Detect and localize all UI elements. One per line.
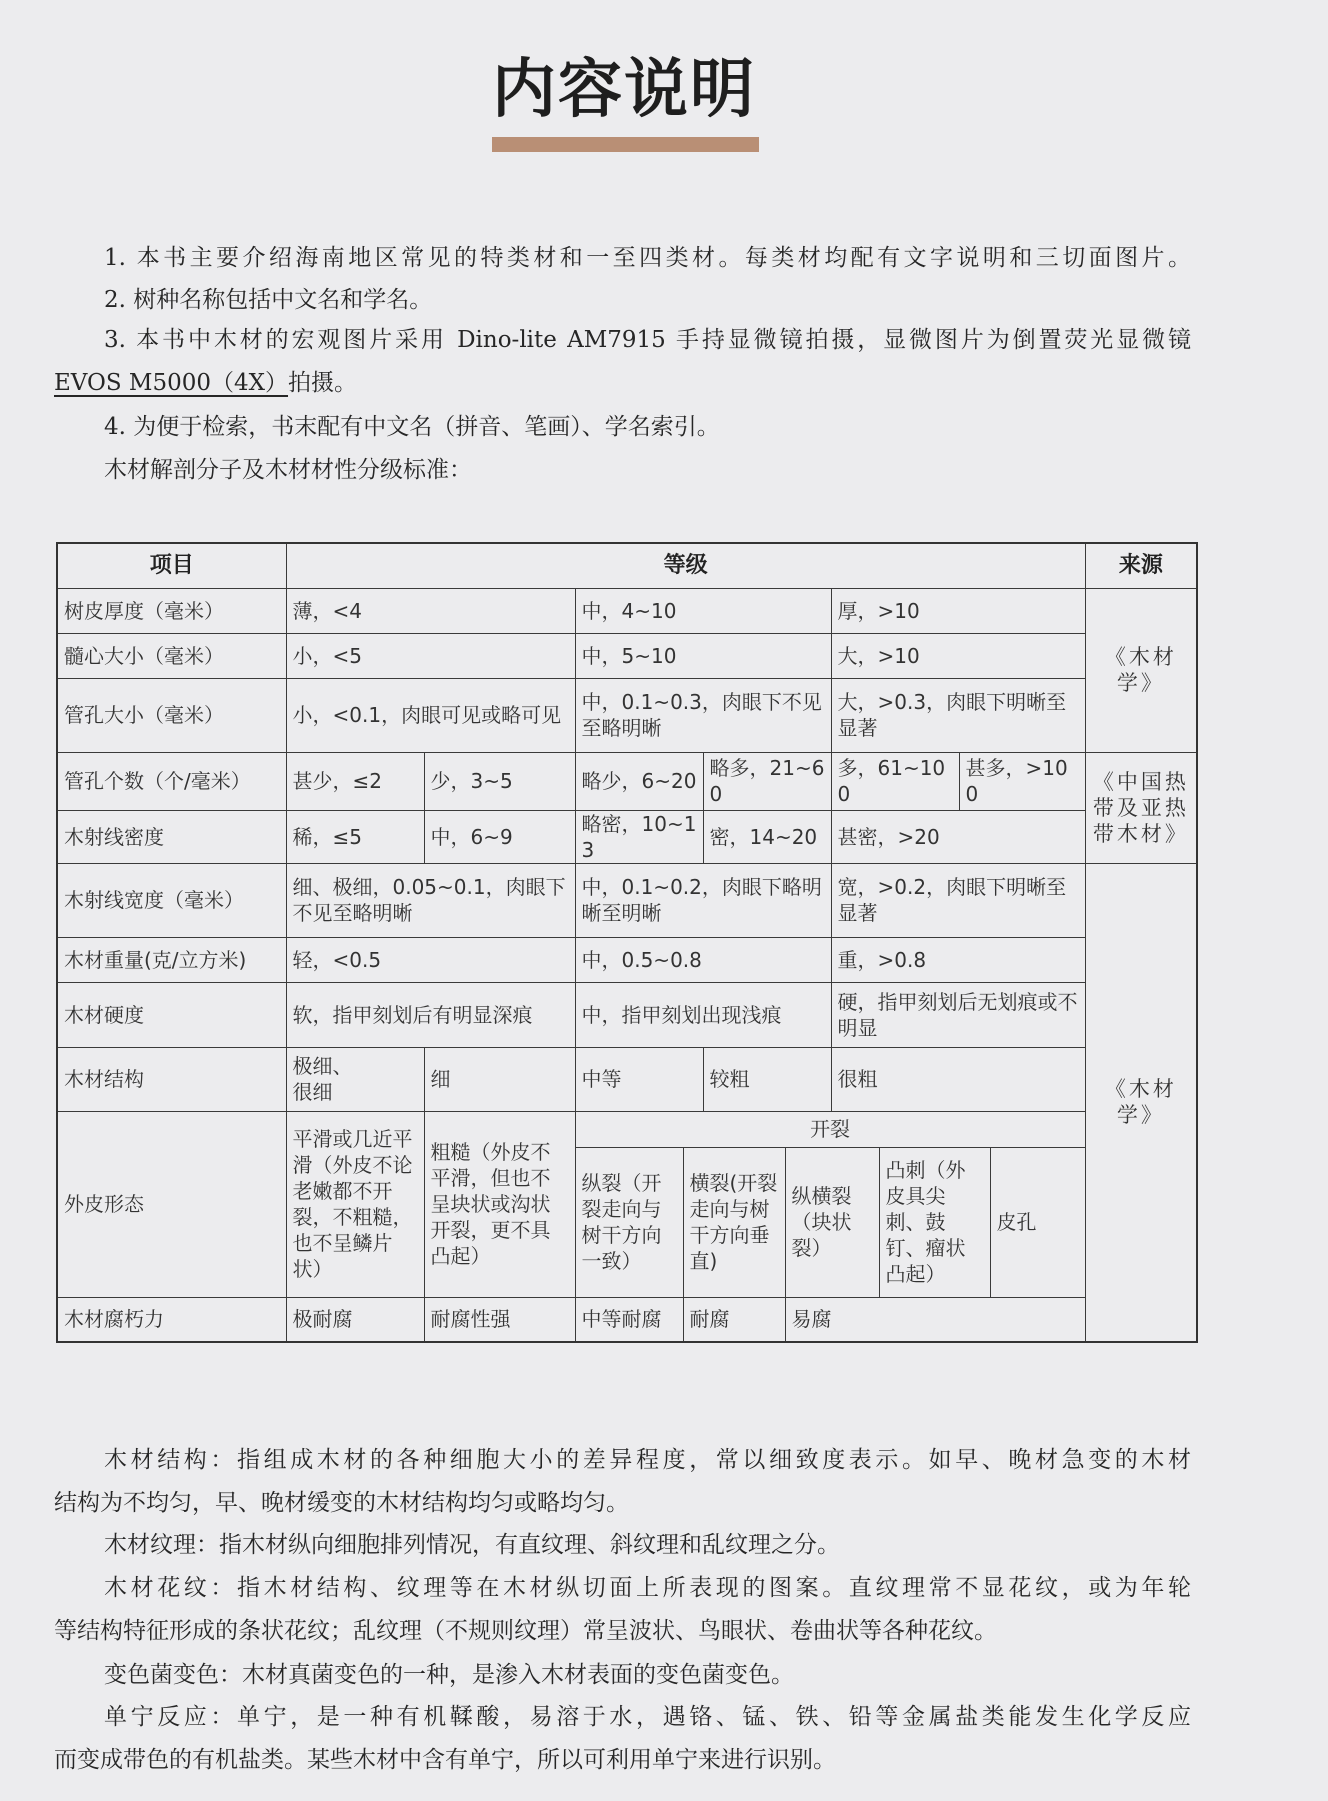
row-label: 木材结构 xyxy=(57,1047,286,1111)
grade-cell: 软，指甲刻划后有明显深痕 xyxy=(286,982,575,1047)
grade-cell: 平滑或几近平滑（外皮不论老嫩都不开裂，不粗糙，也不呈鳞片状） xyxy=(286,1111,424,1297)
cracking-group-header: 开裂 xyxy=(575,1111,1085,1147)
intro-item-3-continued xyxy=(54,368,357,398)
table-row xyxy=(57,863,1197,937)
header-source: 来源 xyxy=(1085,543,1197,588)
grade-cell: 稀，≤5 xyxy=(286,810,424,863)
grade-cell: 轻，<0.5 xyxy=(286,937,575,982)
grade-cell: 小，<0.1，肉眼可见或略可见 xyxy=(286,678,575,752)
intro-item-3: 3. 本书中木材的宏观图片采用 Dino-lite AM7915 手持显微镜拍摄，显微图片为倒置荧光显微镜 xyxy=(104,327,1191,353)
grade-cell: 少，3~5 xyxy=(424,752,575,810)
grade-cell: 横裂(开裂走向与树干方向垂直) xyxy=(683,1147,785,1297)
intro-item-4: 4. 为便于检索，书末配有中文名（拼音、笔画）、学名索引。 xyxy=(104,414,720,440)
row-label: 木射线密度 xyxy=(57,810,286,863)
grade-cell: 略密，10~13 xyxy=(575,810,703,863)
note-tannin-continued: 而变成带色的有机盐类。某些木材中含有单宁，所以可利用单宁来进行识别。 xyxy=(54,1747,836,1773)
grade-cell: 甚多，>100 xyxy=(959,752,1085,810)
source-cell: 《木材学》 xyxy=(1085,588,1197,752)
grade-cell: 中，6~9 xyxy=(424,810,575,863)
title-underline-bar xyxy=(492,137,759,152)
source-cell: 《木材学》 xyxy=(1085,863,1197,1342)
grade-cell: 中，指甲刻划出现浅痕 xyxy=(575,982,831,1047)
note-structure-continued: 结构为不均匀，早、晚材缓变的木材结构均匀或略均匀。 xyxy=(54,1490,629,1516)
table-row xyxy=(57,937,1197,982)
grade-cell: 细、极细，0.05~0.1，肉眼下不见至略明晰 xyxy=(286,863,575,937)
grade-cell: 厚，>10 xyxy=(831,588,1085,633)
grade-cell: 多，61~100 xyxy=(831,752,959,810)
table-caption: 木材解剖分子及木材材性分级标准： xyxy=(104,457,472,483)
grade-cell: 薄，<4 xyxy=(286,588,575,633)
table-row xyxy=(57,1297,1197,1342)
grade-cell: 密，14~20 xyxy=(703,810,831,863)
grade-cell: 重，>0.8 xyxy=(831,937,1085,982)
note-figure: 木材花纹：指木材结构、纹理等在木材纵切面上所表现的图案。直纹理常不显花纹，或为年轮 xyxy=(104,1575,1191,1601)
row-label: 管孔大小（毫米） xyxy=(57,678,286,752)
row-label: 木材硬度 xyxy=(57,982,286,1047)
wood-grading-table xyxy=(56,542,1198,1343)
grade-cell: 易腐 xyxy=(785,1297,1085,1342)
table-row xyxy=(57,588,1197,633)
note-structure: 木材结构：指组成木材的各种细胞大小的差异程度，常以细致度表示。如早、晚材急变的木材 xyxy=(104,1447,1191,1473)
grade-cell: 大，>10 xyxy=(831,633,1085,678)
note-grain: 木材纹理：指木材纵向细胞排列情况，有直纹理、斜纹理和乱纹理之分。 xyxy=(104,1532,840,1558)
grade-cell: 中，5~10 xyxy=(575,633,831,678)
row-label: 木材腐朽力 xyxy=(57,1297,286,1342)
note-figure-continued: 等结构特征形成的条状花纹；乱纹理（不规则纹理）常呈波状、鸟眼状、卷曲状等各种花纹。 xyxy=(54,1618,997,1644)
grade-cell: 中，4~10 xyxy=(575,588,831,633)
grade-cell: 耐腐性强 xyxy=(424,1297,575,1342)
grade-cell: 皮孔 xyxy=(990,1147,1085,1297)
table-row xyxy=(57,810,1197,863)
grade-cell: 极细、 很细 xyxy=(286,1047,424,1111)
grade-cell: 中等 xyxy=(575,1047,703,1111)
intro-item-2: 2. 树种名称包括中文名和学名。 xyxy=(104,287,433,313)
table-row xyxy=(57,1047,1197,1111)
intro-item-1: 1. 本书主要介绍海南地区常见的特类材和一至四类材。每类材均配有文字说明和三切面图片。 xyxy=(104,245,1191,271)
grade-cell: 略多，21~60 xyxy=(703,752,831,810)
row-label: 管孔个数（个/毫米） xyxy=(57,752,286,810)
grade-cell: 粗糙（外皮不平滑，但也不呈块状或沟状开裂，更不具凸起） xyxy=(424,1111,575,1297)
grade-cell: 细 xyxy=(424,1047,575,1111)
grade-cell: 中，0.1~0.3，肉眼下不见至略明晰 xyxy=(575,678,831,752)
row-label: 树皮厚度（毫米） xyxy=(57,588,286,633)
grade-cell: 宽，>0.2，肉眼下明晰至显著 xyxy=(831,863,1085,937)
table-row xyxy=(57,752,1197,810)
note-tannin: 单宁反应：单宁，是一种有机鞣酸，易溶于水，遇铬、锰、铁、铅等金属盐类能发生化学反应 xyxy=(104,1704,1191,1730)
grade-cell: 中，0.5~0.8 xyxy=(575,937,831,982)
row-label: 木材重量(克/立方米) xyxy=(57,937,286,982)
grade-cell: 耐腐 xyxy=(683,1297,785,1342)
grade-cell: 纵裂（开裂走向与树干方向一致） xyxy=(575,1147,683,1297)
intro-item-3-tail: 拍摄。 xyxy=(288,370,358,396)
page-title: 内容说明 xyxy=(492,52,756,127)
table-row xyxy=(57,982,1197,1047)
grade-cell: 甚密，>20 xyxy=(831,810,1085,863)
header-grade: 等级 xyxy=(286,543,1085,588)
source-cell: 《中国热带及亚热带木材》 xyxy=(1085,752,1197,863)
header-item: 项目 xyxy=(57,543,286,588)
grade-cell: 中，0.1~0.2，肉眼下略明晰至明晰 xyxy=(575,863,831,937)
row-label: 外皮形态 xyxy=(57,1111,286,1297)
grade-cell: 小，<5 xyxy=(286,633,575,678)
grade-cell: 中等耐腐 xyxy=(575,1297,683,1342)
table-row xyxy=(57,633,1197,678)
grade-cell: 纵横裂（块状裂） xyxy=(785,1147,879,1297)
grade-cell: 凸刺（外皮具尖刺、鼓钉、瘤状凸起） xyxy=(879,1147,990,1297)
grade-cell: 很粗 xyxy=(831,1047,1085,1111)
grade-cell: 极耐腐 xyxy=(286,1297,424,1342)
equipment-model-text: EVOS M5000（4X） xyxy=(54,370,289,396)
row-label: 木射线宽度（毫米） xyxy=(57,863,286,937)
grade-cell: 较粗 xyxy=(703,1047,831,1111)
grade-cell: 大，>0.3，肉眼下明晰至显著 xyxy=(831,678,1085,752)
grade-cell: 硬，指甲刻划后无划痕或不明显 xyxy=(831,982,1085,1047)
note-stain: 变色菌变色：木材真菌变色的一种，是渗入木材表面的变色菌变色。 xyxy=(104,1662,794,1688)
table-header-row xyxy=(57,543,1197,588)
table-row xyxy=(57,1111,1197,1147)
grade-cell: 甚少，≤2 xyxy=(286,752,424,810)
grade-cell: 略少，6~20 xyxy=(575,752,703,810)
row-label: 髓心大小（毫米） xyxy=(57,633,286,678)
table-row xyxy=(57,678,1197,752)
